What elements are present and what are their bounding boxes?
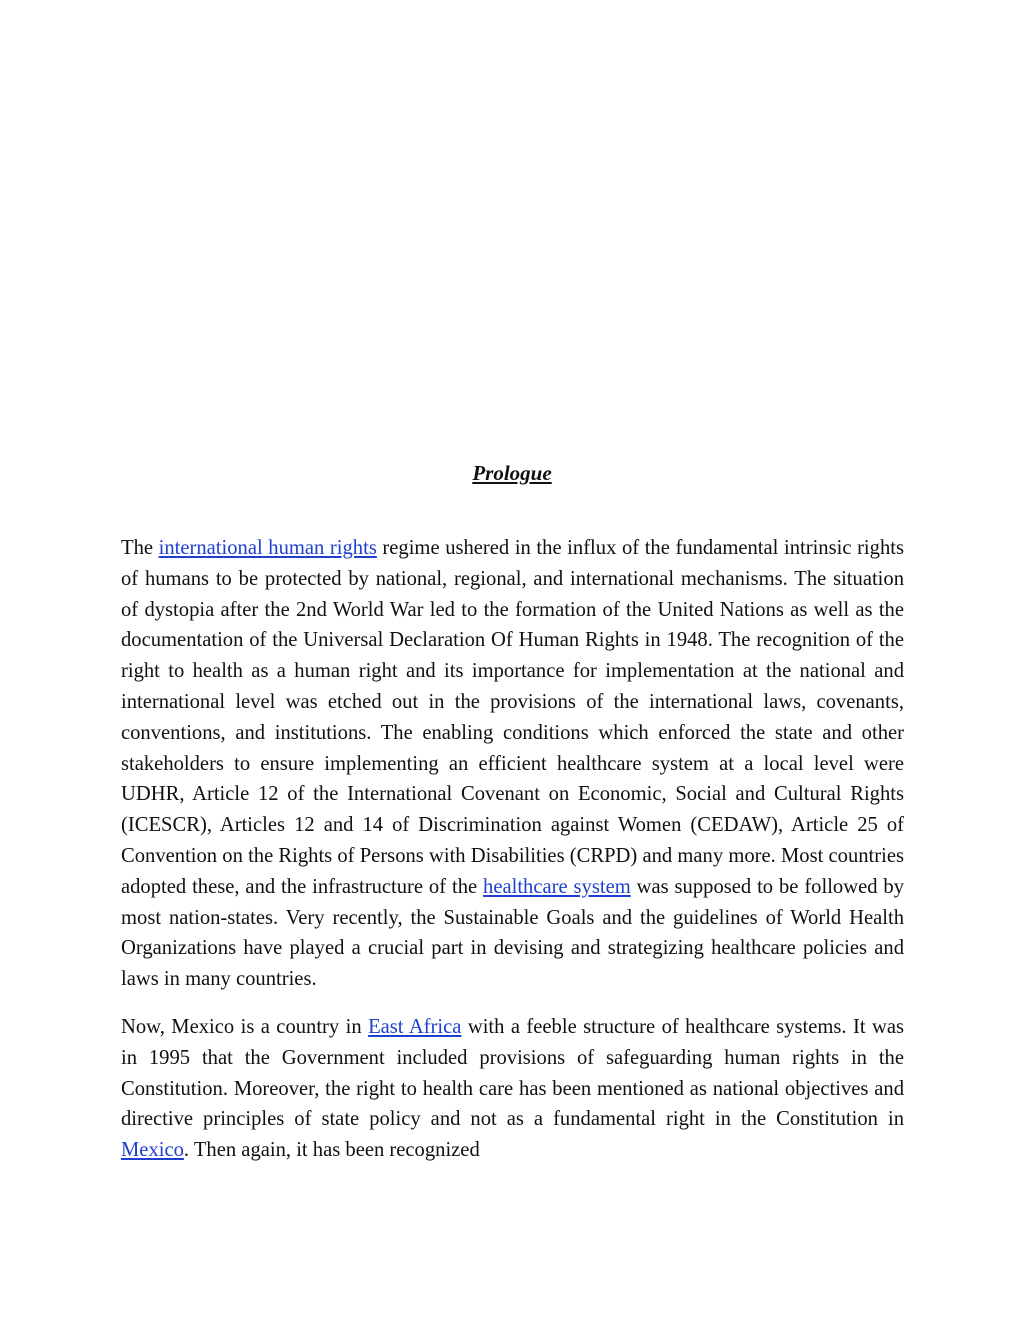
text-segment: Now, Mexico is a country in [121,1015,369,1038]
text-segment: was supposed to be followed by most nation-states. Very recently, the Sustainable Goals and the guidelines of World Health Organizations have played a crucial part in devising and strategizing healthcare policies and laws in many countries. [121,875,905,991]
paragraph-2 [121,1012,904,1166]
text-segment: regime ushered in the influx of the fundamental intrinsic rights of humans to be protected by national, regional, and international mechanisms. The situation of dystopia after the 2nd World War led to the formation of the United Nations as well as the documentation of the Universal Declaration Of Human Rights in 1948. The recognition of the right to health as a human right and its importance for implementation at the national and international level was etched out in the provisions of the international laws, covenants, conventions, and institutions. The enabling conditions which enforced the state and other stakeholders to ensure implementing an efficient healthcare system at a local level were UDHR, Article 12 of the International Covenant on Economic, Social and Cultural Rights (ICESCR), Articles 12 and 14 of Discrimination against Women (CEDAW), Article 25 of Convention on the Rights of Persons with Disabilities (CRPD) and many more. Most countries adopted these, and the infrastructure of the [121,537,904,898]
link-international-human-rights[interactable]: international human rights [158,537,377,559]
text-segment: The [121,537,159,559]
link-mexico[interactable]: Mexico [121,1139,184,1162]
link-east-africa[interactable]: East Africa [368,1015,462,1038]
text-segment: with a feeble structure of healthcare systems. It was in 1995 that the Government included provisions of safeguarding human rights in the Constitution. Moreover, the right to health care has been mentioned as national objectives and directive principles of state policy and not as a fundamental right in the Constitution in [121,1015,904,1131]
link-healthcare-system[interactable]: healthcare system [483,875,631,898]
section-heading: Prologue [472,461,552,485]
text-segment: . Then again, it has been recognized [183,1139,480,1162]
paragraph-1 [121,533,904,995]
body-text [121,533,904,1166]
